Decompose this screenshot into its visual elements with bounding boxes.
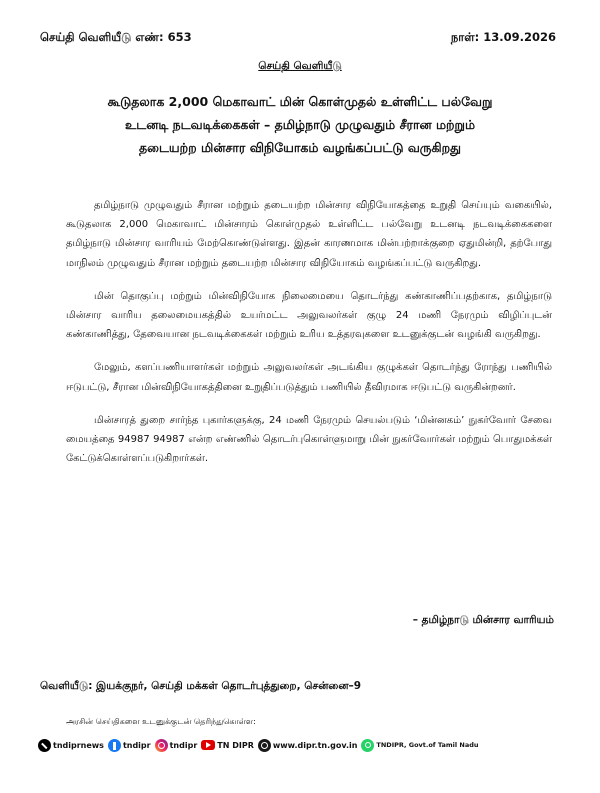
web-icon <box>258 739 271 752</box>
social-link-youtube[interactable] <box>201 740 254 750</box>
social-label: TNDIPR, Govt.of Tamil Nadu <box>376 741 479 749</box>
social-links <box>38 736 482 754</box>
social-link-instagram[interactable] <box>155 739 198 752</box>
instagram-icon <box>155 739 168 752</box>
social-link-facebook[interactable] <box>108 739 151 752</box>
body-paragraph: மேலும், களப்பணியாளர்கள் மற்றும் அலுவலர்கள் அடங்கிய குழுக்கள் தொடர்ந்து ரோந்து பணியில் ஈடுபட்டு, சீரான மின்விநியோகத்தினை உறுதிப்படுத்தும் பணியில் தீவிரமாக ஈடுபட்டு வருகின்றனர். <box>66 362 552 393</box>
social-link-x[interactable] <box>38 739 104 752</box>
social-link-whatsapp[interactable] <box>361 739 478 752</box>
body-paragraph: தமிழ்நாடு முழுவதும் சீரான மற்றும் தடையற்ற மின்சார விநியோகத்தை உறுதி செய்யும் வகையில், கூடுதலாக 2,000 மெகாவாட் மின்சாரம் கொள்முதல் உள்ளிட்ட பல்வேறு உடனடி நடவடிக்கைகளை தமிழ்நாடு மின்சார வாரியம் மேற்கொண்டுள்ளது. இதன் காரணமாக மின்பற்றாக்குறை ஏதுமின்றி, தற்போது மாநிலம் முழுவதும் சீரான மற்றும் தடையற்ற மின்சார விநியோகம் வழங்கப்பட்டு வருகிறது. <box>66 200 552 269</box>
title-line: தடையற்ற மின்சார விநியோகம் வழங்கப்பட்டு வருகிறது <box>139 140 461 155</box>
title-line: கூடுதலாக 2,000 மெகாவாட் மின் கொள்முதல் உள்ளிட்ட பல்வேறு <box>107 94 493 109</box>
release-title <box>50 90 550 159</box>
social-label: tndipr <box>169 740 198 750</box>
whatsapp-icon <box>361 739 374 752</box>
title-line: உடனடி நடவடிக்கைகள் – தமிழ்நாடு முழுவதும் சீரான மற்றும் <box>124 117 476 132</box>
social-link-website[interactable] <box>258 739 358 752</box>
youtube-icon <box>201 740 215 750</box>
issued-by: வெளியீடு: இயக்குநர், செய்தி மக்கள் தொடர்புத்துறை, சென்னை–9 <box>40 680 362 692</box>
press-release-number: செய்தி வெளியீடு எண்: 653 <box>40 30 192 44</box>
social-label: tndiprnews <box>53 740 104 750</box>
follow-text: அரசின் செய்திகளை உடனுக்குடன் தெரிந்துகொள்ள: <box>66 717 256 726</box>
release-date: நாள்: 13.09.2026 <box>450 30 556 44</box>
body-paragraph: மின்சாரத் துறை சார்ந்த புகார்களுக்கு, 24 மணி நேரமும் செயல்படும் ‘மின்னகம்’ நுகர்வோர் சேவை மையத்தை 94987 94987 என்ற எண்ணில் தொடர்புகொள்ளுமாறு மின் நுகர்வோர்கள் மற்றும் பொதுமக்கள் கேட்டுக்கொள்ளப்படுகிறார்கள். <box>66 414 552 465</box>
x-icon <box>38 739 51 752</box>
body-paragraph: மின் தொகுப்பு மற்றும் மின்விநியோக நிலைமையை தொடர்ந்து கண்காணிப்பதற்காக, தமிழ்நாடு மின்சார வாரிய தலைமையகத்தில் உயர்மட்ட அலுவலர்கள் குழு 24 மணி நேரமும் விழிப்புடன் கண்காணித்து, தேவையான நடவடிக்கைகள் மற்றும் உரிய உத்தரவுகளை உடனுக்குடன் வழங்கி வருகிறது. <box>66 290 552 341</box>
facebook-icon <box>108 739 121 752</box>
release-body <box>66 196 552 482</box>
release-label: செய்தி வெளியீடு <box>258 60 342 72</box>
social-label: tndipr <box>122 740 151 750</box>
social-label: TN DIPR <box>217 740 254 750</box>
signature: – தமிழ்நாடு மின்சார வாரியம் <box>412 614 554 626</box>
social-label: www.dipr.tn.gov.in <box>272 740 358 750</box>
